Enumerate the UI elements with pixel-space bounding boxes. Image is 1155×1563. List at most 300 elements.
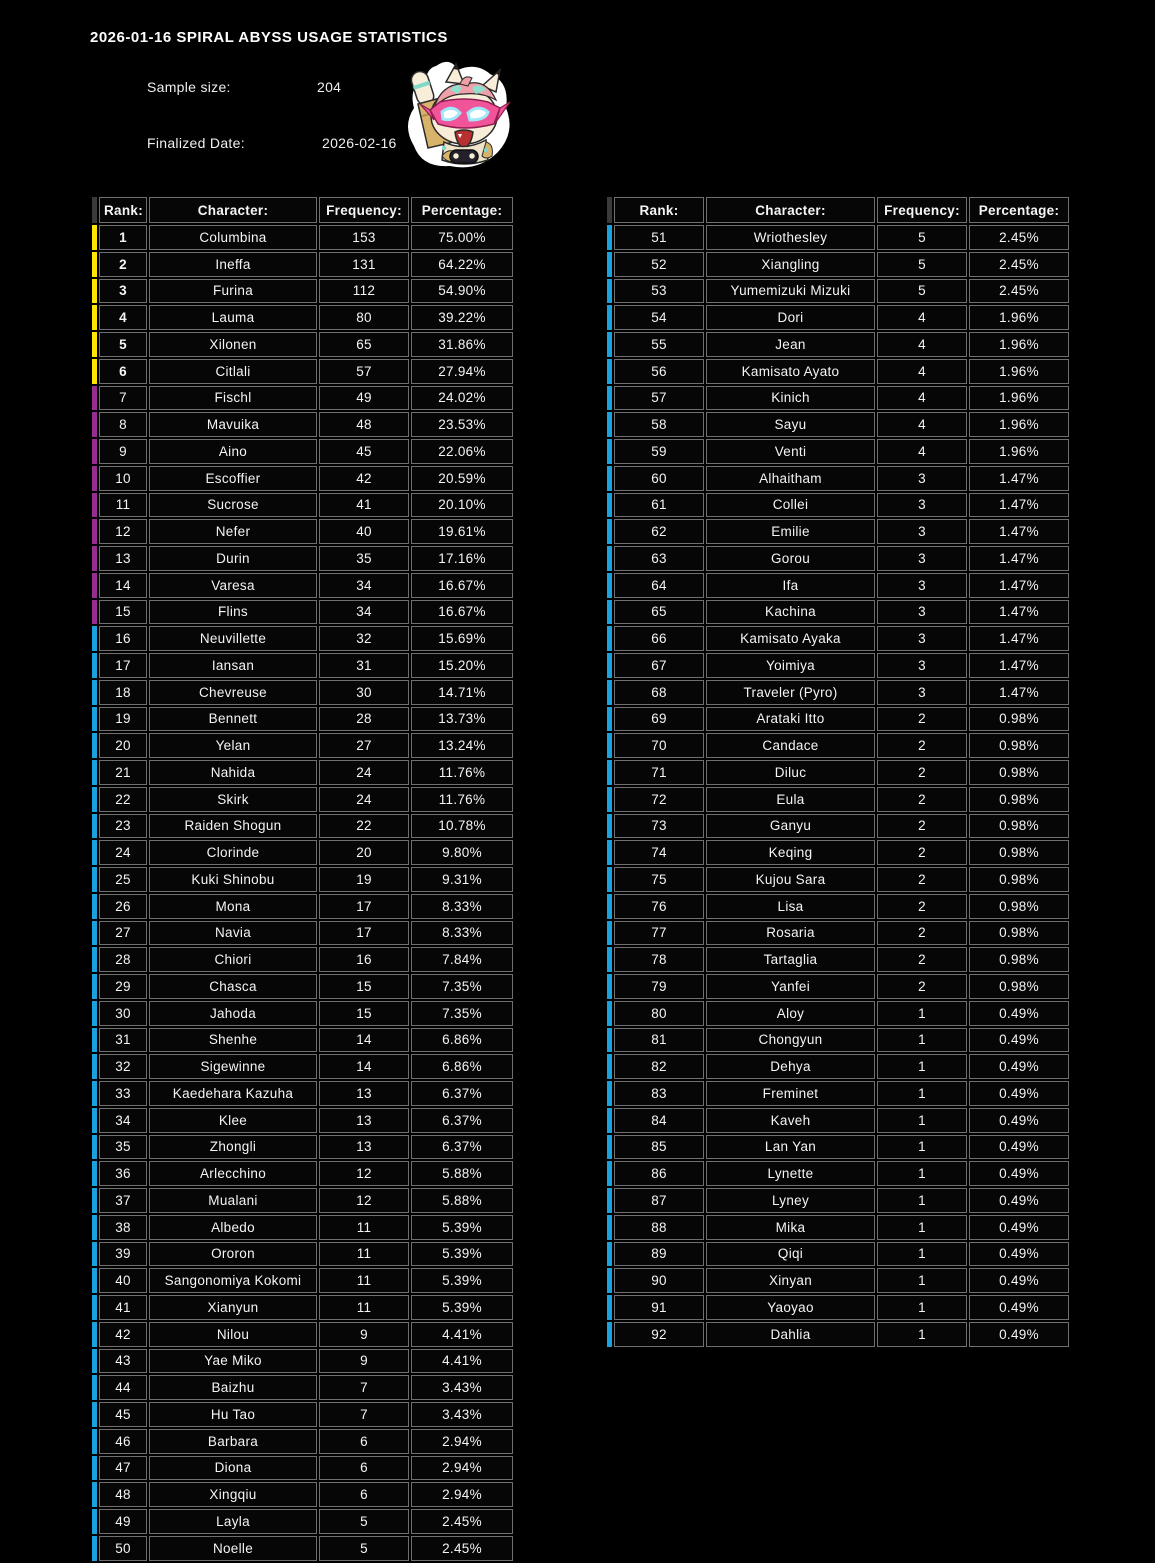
tier-strip: [607, 573, 612, 598]
frequency-cell: 30: [319, 680, 409, 705]
rank-cell: 70: [614, 733, 704, 758]
frequency-cell: 2: [877, 733, 967, 758]
rank-cell: 4: [99, 305, 147, 330]
character-cell: Alhaitham: [706, 466, 875, 491]
table-row: [607, 1081, 1069, 1106]
character-cell: Citlali: [149, 359, 317, 384]
rank-cell: 3: [99, 279, 147, 304]
frequency-cell: 7: [319, 1375, 409, 1400]
character-cell: Sayu: [706, 412, 875, 437]
tier-strip: [92, 412, 97, 437]
character-cell: Dehya: [706, 1054, 875, 1079]
frequency-cell: 14: [319, 1028, 409, 1053]
tier-strip: [607, 279, 612, 304]
character-cell: Tartaglia: [706, 947, 875, 972]
table-row: [92, 760, 513, 785]
frequency-cell: 1: [877, 1028, 967, 1053]
character-cell: Neuvillette: [149, 626, 317, 651]
rank-cell: 28: [99, 947, 147, 972]
rank-cell: 53: [614, 279, 704, 304]
table-row: [92, 894, 513, 919]
tier-strip: [607, 894, 612, 919]
percentage-cell: 11.76%: [411, 787, 513, 812]
rank-cell: 49: [99, 1509, 147, 1534]
tier-strip: [607, 1001, 612, 1026]
percentage-cell: 0.49%: [969, 1054, 1069, 1079]
character-cell: Skirk: [149, 787, 317, 812]
tier-strip: [92, 1188, 97, 1213]
percentage-cell: 6.86%: [411, 1028, 513, 1053]
frequency-cell: 1: [877, 1242, 967, 1267]
percentage-cell: 0.49%: [969, 1322, 1069, 1347]
frequency-cell: 12: [319, 1161, 409, 1186]
rank-cell: 31: [99, 1028, 147, 1053]
table-row: [92, 1536, 513, 1561]
tier-strip: [92, 1161, 97, 1186]
percentage-cell: 1.96%: [969, 332, 1069, 357]
rank-cell: 56: [614, 359, 704, 384]
rank-cell: 7: [99, 386, 147, 411]
rank-cell: 24: [99, 840, 147, 865]
rank-cell: 91: [614, 1295, 704, 1320]
table-row: [92, 921, 513, 946]
character-cell: Kamisato Ayaka: [706, 626, 875, 651]
tier-strip: [607, 707, 612, 732]
tier-strip: [607, 439, 612, 464]
usage-table-right: [605, 195, 1071, 1349]
table-row: [607, 573, 1069, 598]
character-cell: Chiori: [149, 947, 317, 972]
table-row: [607, 1028, 1069, 1053]
percentage-cell: 9.31%: [411, 867, 513, 892]
character-cell: Mavuika: [149, 412, 317, 437]
table-row: [607, 519, 1069, 544]
frequency-cell: 12: [319, 1188, 409, 1213]
frequency-cell: 13: [319, 1081, 409, 1106]
tier-strip: [607, 1295, 612, 1320]
character-cell: Yelan: [149, 733, 317, 758]
percentage-cell: 16.67%: [411, 573, 513, 598]
table-row: [607, 466, 1069, 491]
frequency-cell: 2: [877, 974, 967, 999]
percentage-cell: 1.47%: [969, 680, 1069, 705]
percentage-cell: 15.69%: [411, 626, 513, 651]
rank-cell: 62: [614, 519, 704, 544]
rank-cell: 20: [99, 733, 147, 758]
character-cell: Kinich: [706, 386, 875, 411]
character-cell: Venti: [706, 439, 875, 464]
character-cell: Flins: [149, 600, 317, 625]
column-header-frequency: Frequency:: [877, 197, 967, 223]
table-row: [92, 1322, 513, 1347]
tier-strip: [92, 894, 97, 919]
tier-strip: [92, 974, 97, 999]
tier-strip: [92, 840, 97, 865]
tier-strip: [92, 921, 97, 946]
table-row: [92, 947, 513, 972]
character-cell: Yumemizuki Mizuki: [706, 279, 875, 304]
column-header-character: Character:: [706, 197, 875, 223]
rank-cell: 34: [99, 1108, 147, 1133]
table-row: [607, 867, 1069, 892]
table-row: [607, 947, 1069, 972]
tier-strip: [607, 921, 612, 946]
tier-strip: [92, 1268, 97, 1293]
table-row: [607, 894, 1069, 919]
table-row: [607, 1108, 1069, 1133]
rank-cell: 76: [614, 894, 704, 919]
character-cell: Ineffa: [149, 252, 317, 277]
table-row: [607, 493, 1069, 518]
frequency-cell: 6: [319, 1456, 409, 1481]
frequency-cell: 2: [877, 921, 967, 946]
tier-strip: [92, 439, 97, 464]
table-row: [92, 466, 513, 491]
rank-cell: 79: [614, 974, 704, 999]
tier-strip: [92, 947, 97, 972]
tier-strip: [92, 573, 97, 598]
table-row: [92, 412, 513, 437]
table-row: [607, 840, 1069, 865]
percentage-cell: 3.43%: [411, 1375, 513, 1400]
character-cell: Lyney: [706, 1188, 875, 1213]
character-cell: Yae Miko: [149, 1349, 317, 1374]
tier-strip: [92, 787, 97, 812]
frequency-cell: 7: [319, 1402, 409, 1427]
frequency-cell: 15: [319, 974, 409, 999]
tier-strip: [607, 787, 612, 812]
character-cell: Klee: [149, 1108, 317, 1133]
table-row: [92, 1456, 513, 1481]
percentage-cell: 0.98%: [969, 867, 1069, 892]
character-cell: Aino: [149, 439, 317, 464]
tier-strip: [92, 225, 97, 250]
table-row: [92, 332, 513, 357]
column-header-rank: Rank:: [99, 197, 147, 223]
character-cell: Xiangling: [706, 252, 875, 277]
tier-strip: [92, 493, 97, 518]
table-row: [92, 1161, 513, 1186]
tier-strip: [92, 386, 97, 411]
tier-strip: [607, 814, 612, 839]
table-row: [607, 626, 1069, 651]
tier-strip: [92, 466, 97, 491]
percentage-cell: 1.47%: [969, 573, 1069, 598]
character-cell: Furina: [149, 279, 317, 304]
frequency-cell: 13: [319, 1135, 409, 1160]
rank-cell: 32: [99, 1054, 147, 1079]
table-row: [92, 653, 513, 678]
rank-cell: 38: [99, 1215, 147, 1240]
percentage-cell: 13.73%: [411, 707, 513, 732]
percentage-cell: 20.10%: [411, 493, 513, 518]
character-cell: Ifa: [706, 573, 875, 598]
frequency-cell: 2: [877, 814, 967, 839]
finalized-date-label: Finalized Date:: [147, 135, 245, 151]
rank-cell: 82: [614, 1054, 704, 1079]
percentage-cell: 23.53%: [411, 412, 513, 437]
rank-cell: 61: [614, 493, 704, 518]
percentage-cell: 0.98%: [969, 947, 1069, 972]
rank-cell: 54: [614, 305, 704, 330]
percentage-cell: 7.35%: [411, 974, 513, 999]
character-cell: Wriothesley: [706, 225, 875, 250]
frequency-cell: 1: [877, 1108, 967, 1133]
rank-cell: 52: [614, 252, 704, 277]
character-cell: Xinyan: [706, 1268, 875, 1293]
frequency-cell: 5: [877, 252, 967, 277]
percentage-cell: 2.94%: [411, 1482, 513, 1507]
header-strip: [92, 197, 97, 223]
percentage-cell: 15.20%: [411, 653, 513, 678]
frequency-cell: 65: [319, 332, 409, 357]
character-cell: Gorou: [706, 546, 875, 571]
character-cell: Sangonomiya Kokomi: [149, 1268, 317, 1293]
frequency-cell: 22: [319, 814, 409, 839]
character-cell: Navia: [149, 921, 317, 946]
frequency-cell: 45: [319, 439, 409, 464]
rank-cell: 27: [99, 921, 147, 946]
tier-strip: [92, 359, 97, 384]
rank-cell: 43: [99, 1349, 147, 1374]
tier-strip: [92, 1054, 97, 1079]
character-cell: Kaveh: [706, 1108, 875, 1133]
percentage-cell: 5.88%: [411, 1161, 513, 1186]
frequency-cell: 35: [319, 546, 409, 571]
rank-cell: 66: [614, 626, 704, 651]
table-row: [607, 1135, 1069, 1160]
tier-strip: [92, 546, 97, 571]
mascot-sticker: [398, 60, 518, 172]
percentage-cell: 0.49%: [969, 1028, 1069, 1053]
table-row: [92, 840, 513, 865]
character-cell: Sigewinne: [149, 1054, 317, 1079]
frequency-cell: 13: [319, 1108, 409, 1133]
frequency-cell: 9: [319, 1322, 409, 1347]
character-cell: Kaedehara Kazuha: [149, 1081, 317, 1106]
frequency-cell: 1: [877, 1001, 967, 1026]
rank-cell: 37: [99, 1188, 147, 1213]
rank-cell: 74: [614, 840, 704, 865]
tier-strip: [607, 1215, 612, 1240]
tier-strip: [92, 600, 97, 625]
percentage-cell: 0.49%: [969, 1295, 1069, 1320]
table-row: [92, 519, 513, 544]
frequency-cell: 14: [319, 1054, 409, 1079]
frequency-cell: 27: [319, 733, 409, 758]
tier-strip: [607, 840, 612, 865]
tier-strip: [607, 600, 612, 625]
tier-strip: [607, 760, 612, 785]
table-row: [607, 921, 1069, 946]
character-cell: Dori: [706, 305, 875, 330]
tier-strip: [92, 1242, 97, 1267]
rank-cell: 16: [99, 626, 147, 651]
percentage-cell: 6.37%: [411, 1108, 513, 1133]
table-row: [607, 1215, 1069, 1240]
table-row: [92, 1242, 513, 1267]
frequency-cell: 17: [319, 921, 409, 946]
character-cell: Yanfei: [706, 974, 875, 999]
character-cell: Kachina: [706, 600, 875, 625]
percentage-cell: 1.47%: [969, 466, 1069, 491]
tier-strip: [92, 626, 97, 651]
rank-cell: 68: [614, 680, 704, 705]
character-cell: Clorinde: [149, 840, 317, 865]
rank-cell: 25: [99, 867, 147, 892]
tier-strip: [92, 1295, 97, 1320]
frequency-cell: 19: [319, 867, 409, 892]
character-cell: Ganyu: [706, 814, 875, 839]
tier-strip: [92, 1509, 97, 1534]
rank-cell: 58: [614, 412, 704, 437]
tier-strip: [607, 867, 612, 892]
table-row: [92, 1081, 513, 1106]
table-row: [92, 1054, 513, 1079]
character-cell: Eula: [706, 787, 875, 812]
frequency-cell: 1: [877, 1322, 967, 1347]
rank-cell: 80: [614, 1001, 704, 1026]
frequency-cell: 1: [877, 1161, 967, 1186]
table-row: [607, 680, 1069, 705]
percentage-cell: 14.71%: [411, 680, 513, 705]
table-row: [607, 1268, 1069, 1293]
character-cell: Mika: [706, 1215, 875, 1240]
frequency-cell: 3: [877, 653, 967, 678]
table-row: [607, 1242, 1069, 1267]
table-row: [607, 225, 1069, 250]
percentage-cell: 0.49%: [969, 1242, 1069, 1267]
tier-strip: [92, 653, 97, 678]
table-row: [607, 1161, 1069, 1186]
frequency-cell: 6: [319, 1482, 409, 1507]
tier-strip: [92, 1001, 97, 1026]
percentage-cell: 0.98%: [969, 787, 1069, 812]
percentage-cell: 7.35%: [411, 1001, 513, 1026]
character-cell: Jean: [706, 332, 875, 357]
frequency-cell: 2: [877, 894, 967, 919]
percentage-cell: 64.22%: [411, 252, 513, 277]
percentage-cell: 24.02%: [411, 386, 513, 411]
rank-cell: 35: [99, 1135, 147, 1160]
character-cell: Lan Yan: [706, 1135, 875, 1160]
character-cell: Chasca: [149, 974, 317, 999]
rank-cell: 11: [99, 493, 147, 518]
table-row: [92, 439, 513, 464]
frequency-cell: 3: [877, 493, 967, 518]
tier-strip: [607, 546, 612, 571]
percentage-cell: 0.49%: [969, 1268, 1069, 1293]
percentage-cell: 1.47%: [969, 519, 1069, 544]
rank-cell: 71: [614, 760, 704, 785]
percentage-cell: 2.45%: [969, 279, 1069, 304]
table-row: [607, 279, 1069, 304]
frequency-cell: 1: [877, 1081, 967, 1106]
character-cell: Mona: [149, 894, 317, 919]
percentage-cell: 39.22%: [411, 305, 513, 330]
table-row: [607, 252, 1069, 277]
rank-cell: 2: [99, 252, 147, 277]
frequency-cell: 1: [877, 1054, 967, 1079]
character-cell: Kujou Sara: [706, 867, 875, 892]
character-cell: Diluc: [706, 760, 875, 785]
rank-cell: 26: [99, 894, 147, 919]
table-row: [607, 760, 1069, 785]
character-cell: Zhongli: [149, 1135, 317, 1160]
tier-strip: [92, 305, 97, 330]
percentage-cell: 0.49%: [969, 1161, 1069, 1186]
frequency-cell: 24: [319, 787, 409, 812]
frequency-cell: 3: [877, 546, 967, 571]
rank-cell: 36: [99, 1161, 147, 1186]
table-row: [607, 653, 1069, 678]
frequency-cell: 4: [877, 359, 967, 384]
table-row: [607, 600, 1069, 625]
rank-cell: 84: [614, 1108, 704, 1133]
frequency-cell: 2: [877, 787, 967, 812]
tier-strip: [607, 680, 612, 705]
percentage-cell: 0.98%: [969, 733, 1069, 758]
table-row: [92, 252, 513, 277]
character-cell: Mualani: [149, 1188, 317, 1213]
frequency-cell: 3: [877, 573, 967, 598]
character-cell: Arataki Itto: [706, 707, 875, 732]
table-row: [607, 707, 1069, 732]
tier-strip: [607, 653, 612, 678]
character-cell: Nilou: [149, 1322, 317, 1347]
table-row: [92, 359, 513, 384]
rank-cell: 85: [614, 1135, 704, 1160]
table-row: [92, 305, 513, 330]
tier-strip: [607, 359, 612, 384]
tier-strip: [607, 1268, 612, 1293]
frequency-cell: 57: [319, 359, 409, 384]
rank-cell: 9: [99, 439, 147, 464]
tier-strip: [607, 305, 612, 330]
frequency-cell: 5: [319, 1536, 409, 1561]
table-row: [607, 1322, 1069, 1347]
frequency-cell: 5: [877, 225, 967, 250]
tier-strip: [607, 1322, 612, 1347]
table-row: [92, 707, 513, 732]
table-row: [607, 974, 1069, 999]
table-row: [92, 1028, 513, 1053]
percentage-cell: 0.98%: [969, 921, 1069, 946]
rank-cell: 89: [614, 1242, 704, 1267]
tier-strip: [92, 1322, 97, 1347]
percentage-cell: 1.47%: [969, 546, 1069, 571]
table-row: [92, 386, 513, 411]
rank-cell: 75: [614, 867, 704, 892]
tier-strip: [607, 412, 612, 437]
percentage-cell: 0.49%: [969, 1135, 1069, 1160]
frequency-cell: 2: [877, 760, 967, 785]
character-cell: Lynette: [706, 1161, 875, 1186]
percentage-cell: 9.80%: [411, 840, 513, 865]
sample-size-value: 204: [317, 79, 342, 95]
table-row: [92, 867, 513, 892]
tier-strip: [607, 974, 612, 999]
frequency-cell: 16: [319, 947, 409, 972]
table-row: [92, 814, 513, 839]
rank-cell: 44: [99, 1375, 147, 1400]
percentage-cell: 0.49%: [969, 1188, 1069, 1213]
tier-strip: [92, 814, 97, 839]
table-row: [92, 1268, 513, 1293]
percentage-cell: 2.45%: [411, 1536, 513, 1561]
tier-strip: [607, 1135, 612, 1160]
table-row: [607, 412, 1069, 437]
